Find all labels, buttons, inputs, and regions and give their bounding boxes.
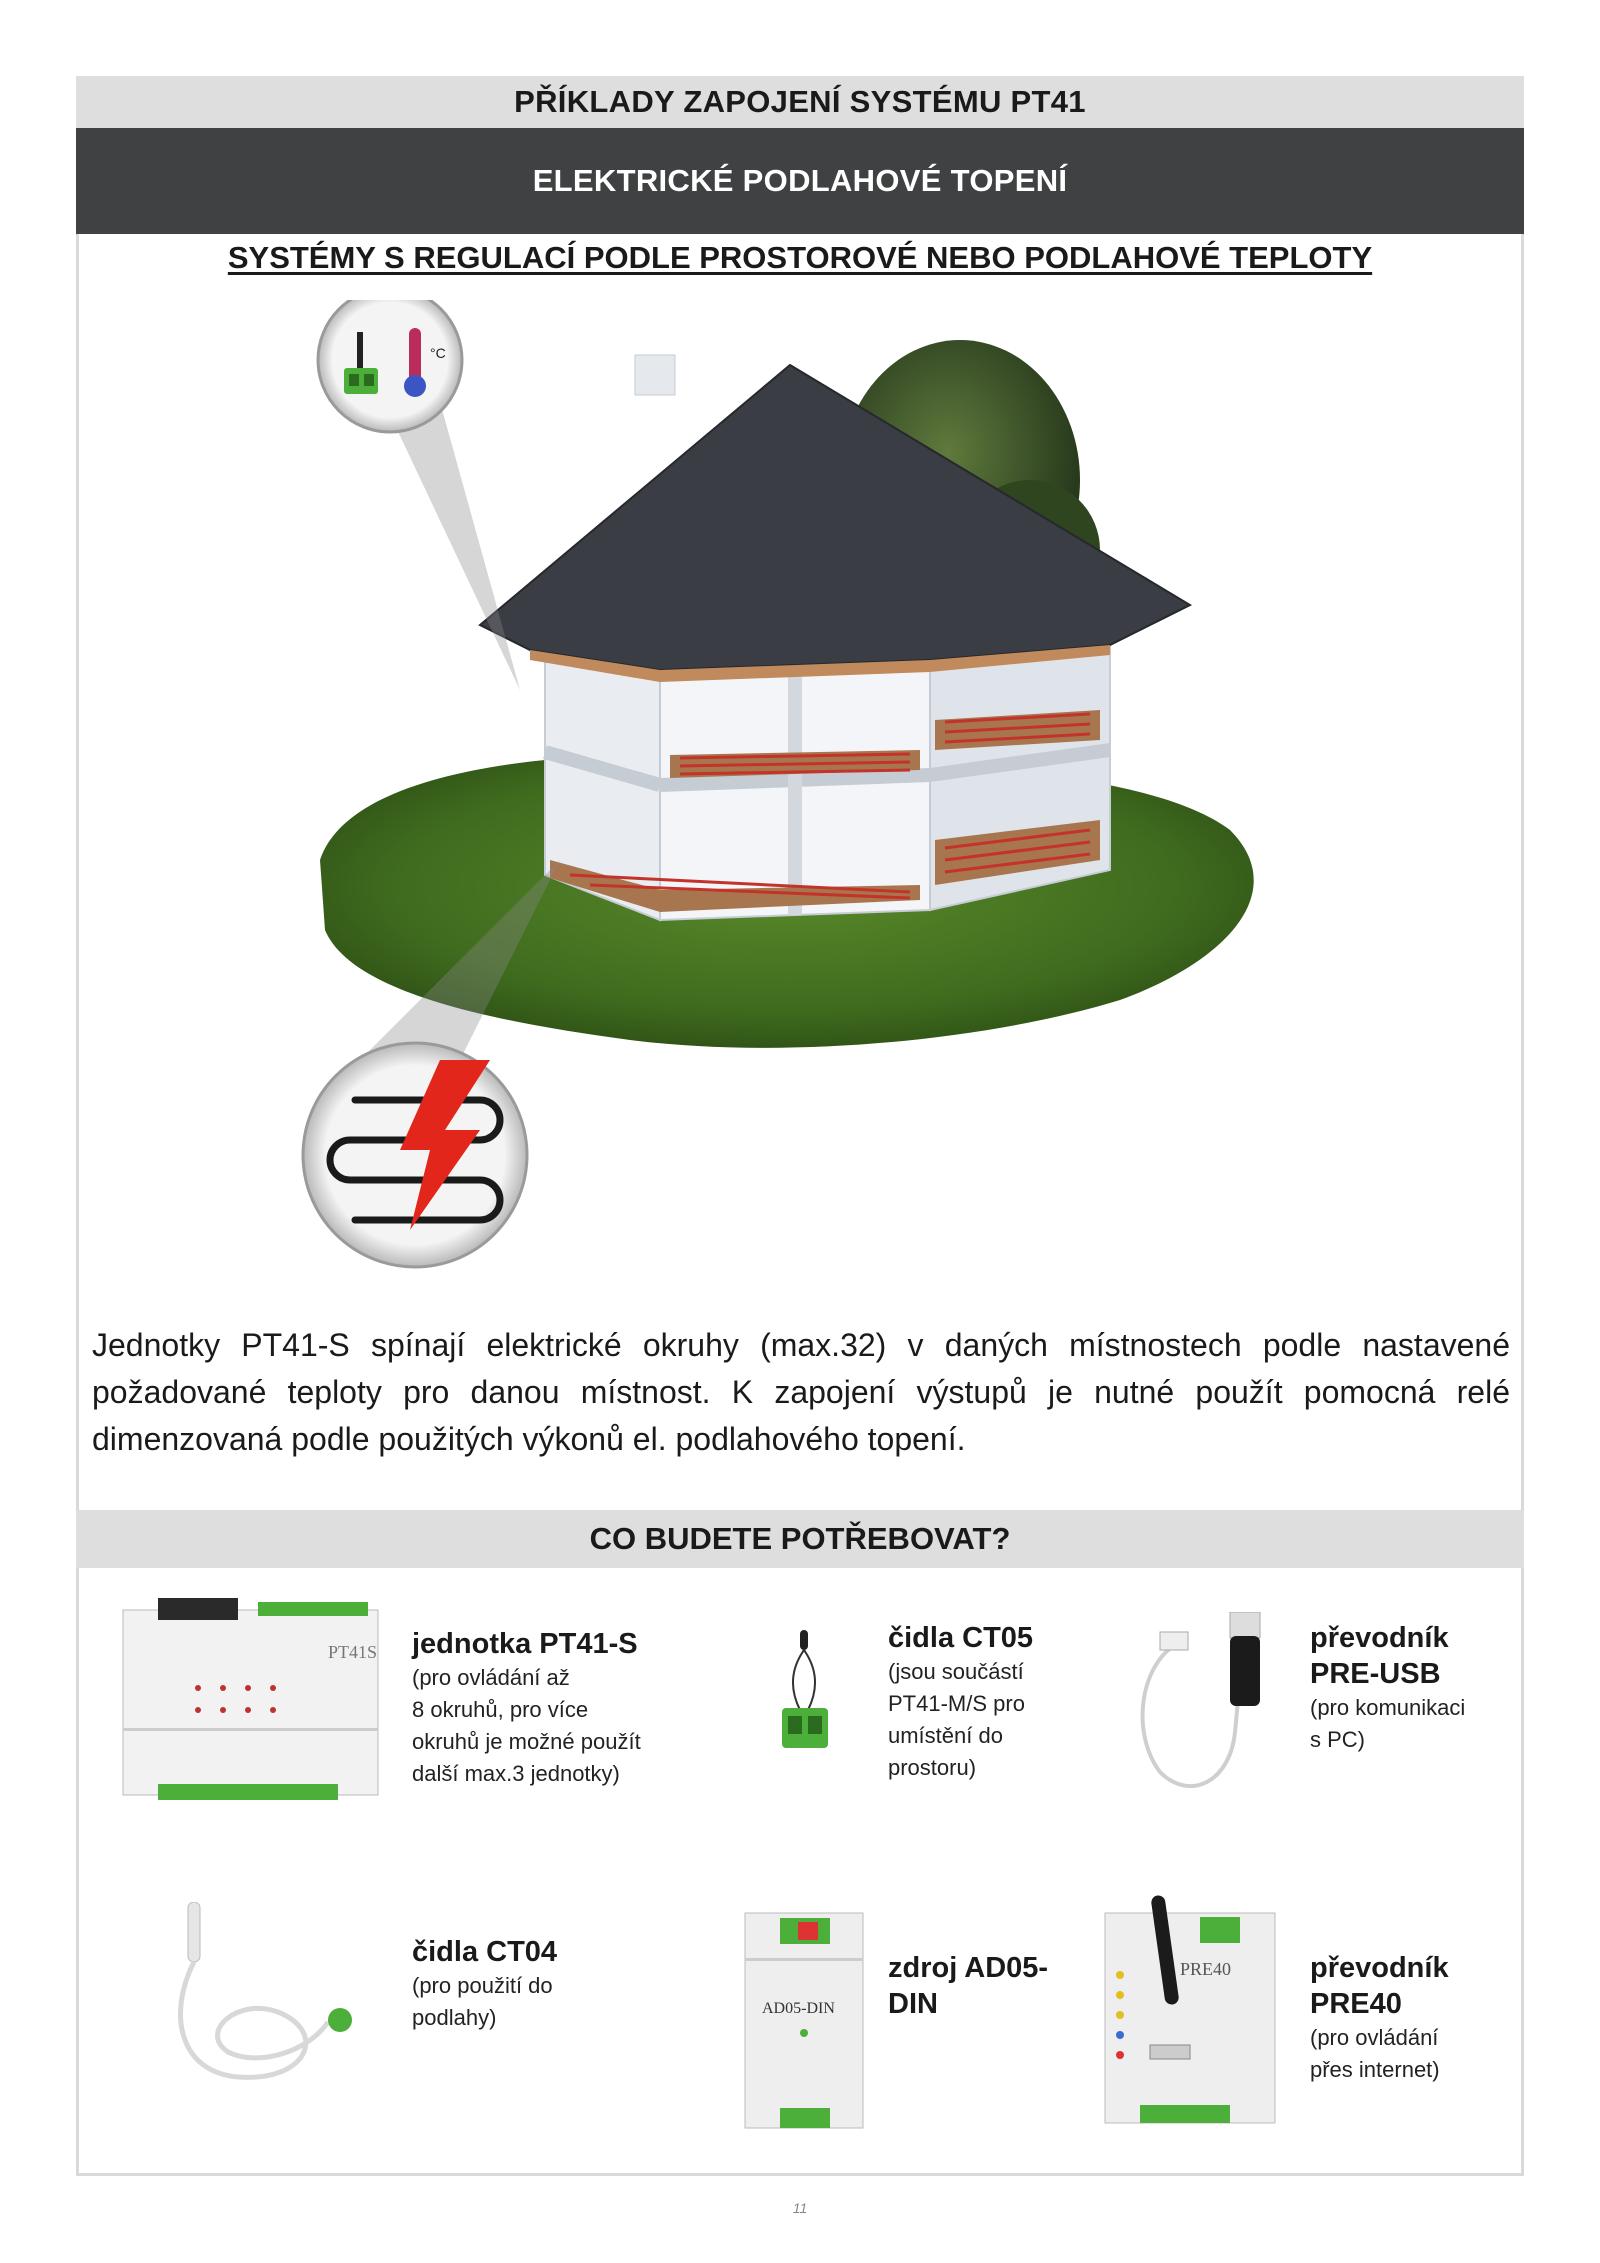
- item-desc-line: (pro ovládání až: [412, 1665, 570, 1690]
- ct04-sensor-image: [158, 1902, 358, 2092]
- celsius-label: °C: [430, 345, 446, 361]
- ad05-din-image: [740, 1908, 868, 2133]
- device-label: PRE40: [1180, 1959, 1232, 1979]
- item-desc-line: PT41-M/S pro: [888, 1691, 1025, 1716]
- item-pre40: [1310, 1950, 1490, 2086]
- sensor-callout: [318, 300, 462, 432]
- item-title: jednotka PT41-S: [412, 1628, 638, 1660]
- item-desc-line: (pro komunikaci: [1310, 1695, 1466, 1720]
- description-text: Jednotky PT41-S spínají elektrické okruhy (max.32) v daných místnostech podle nastavené požadované teploty pro danou místnost. K zapojení výstupů je nutné použít pomocná relé dimenzovaná podle použitých výkonů el. podlahového topení.: [92, 1327, 1510, 1457]
- item-desc-line: podlahy): [412, 2005, 497, 2030]
- item-ct05: [888, 1620, 1033, 1784]
- item-title: převodník PRE-USB: [1310, 1622, 1449, 1690]
- needs-heading: CO BUDETE POTŘEBOVAT?: [76, 1510, 1524, 1568]
- device-label: PT41S: [328, 1642, 378, 1662]
- item-desc-line: (pro použití do: [412, 1973, 553, 1998]
- item-desc-line: 8 okruhů, pro více: [412, 1697, 589, 1722]
- pt41s-unit-image: [118, 1598, 383, 1806]
- item-title: převodník PRE40: [1310, 1952, 1449, 2020]
- item-ct04: [412, 1934, 557, 2034]
- heating-callout: [303, 1043, 527, 1267]
- item-desc-line: umístění do: [888, 1723, 1003, 1748]
- device-label: AD05-DIN: [762, 2000, 835, 2017]
- pre40-image: [1100, 1895, 1280, 2135]
- item-desc-line: (pro ovládání: [1310, 2025, 1439, 2050]
- item-title: čidla CT05: [888, 1622, 1034, 1654]
- subtitle: SYSTÉMY S REGULACÍ PODLE PROSTOROVÉ NEBO PODLAHOVÉ TEPLOTY: [227, 240, 1373, 275]
- item-pt41s: [412, 1626, 641, 1790]
- page-title: PŘÍKLADY ZAPOJENÍ SYSTÉMU PT41: [76, 76, 1524, 128]
- item-ad05-din: [888, 1950, 1068, 2022]
- ct05-sensor-image: [770, 1630, 840, 1760]
- house-illustration: [230, 300, 1350, 1280]
- item-pre-usb: [1310, 1620, 1510, 1756]
- house: [480, 355, 1190, 920]
- section-title: ELEKTRICKÉ PODLAHOVÉ TOPENÍ: [76, 128, 1524, 234]
- page-number: 11: [792, 2200, 808, 2216]
- pre-usb-image: [1120, 1612, 1285, 1802]
- item-desc-line: (jsou součástí: [888, 1659, 1024, 1684]
- item-desc-line: prostoru): [888, 1755, 977, 1780]
- item-desc-line: s PC): [1310, 1727, 1365, 1752]
- item-title: čidla CT04: [412, 1936, 558, 1968]
- item-desc-line: přes internet): [1310, 2057, 1440, 2082]
- item-desc-line: okruhů je možné použít: [412, 1729, 641, 1754]
- item-title: zdroj AD05-DIN: [888, 1952, 1049, 2020]
- item-desc-line: další max.3 jednotky): [412, 1761, 620, 1786]
